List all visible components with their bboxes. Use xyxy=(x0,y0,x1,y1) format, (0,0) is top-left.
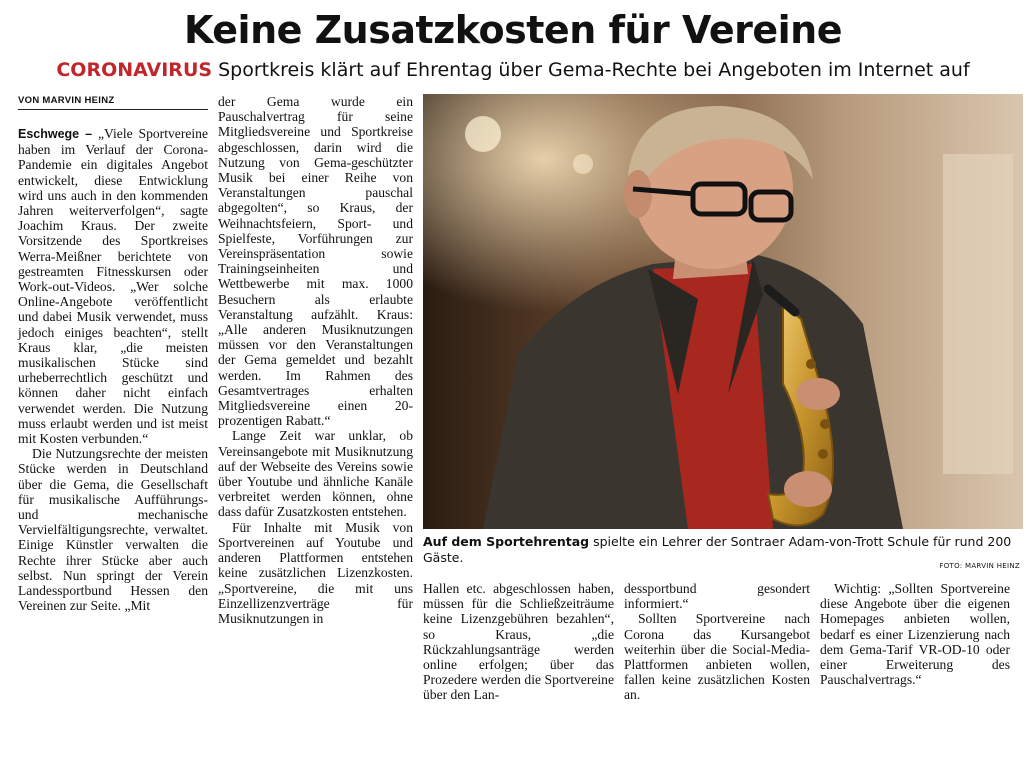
paragraph-text: „Viele Sportvereine haben im Verlauf der Corona-Pandemie ein digitales Angebot entwickelt, diese Entwicklung wird uns auch in den kommenden Jahren weiterverfolgen“, sagte Joachim Kraus. Der zweite Vorsitzende des Sportkreises Werra-Meißner berichtete von gestreamten Fitnesskursen oder Work-out-Videos. „Wer solche Online-Angebote veröffentlicht und dabei Musik verwendet, muss jedoch einiges beachten“, stellt Kraus klar, „die meisten musikalischen Stücke sind urheberrechtlich geschützt und können daher nicht einfach verwendet werden. Die Nutzung muss erlaubt werden und ist meist mit Kosten verbunden.“ xyxy=(18,126,208,447)
subheadline xyxy=(0,56,1026,84)
caption-text: spielte ein Lehrer der Sontraer Adam-von-Trott Schule für rund 200 Gäste. xyxy=(423,534,1012,565)
headline: Keine Zusatzkosten für Vereine xyxy=(184,8,842,52)
paragraph: Lange Zeit war unklar, ob Vereinsangebote mit Musiknutzung auf der Webseite des Vereins sowie über Youtube und ähnliche Kanäle verbreitet werden können, ohne dass dafür Zusatzkosten entstehen. xyxy=(218,428,413,520)
saxophonist-photo xyxy=(423,94,1023,529)
text-column-5 xyxy=(820,581,1010,687)
byline: VON MARVIN HEINZ xyxy=(18,95,208,110)
text-column-3 xyxy=(423,581,614,703)
paragraph: Die Nutzungsrechte der meisten Stücke werden in Deutschland über die Gema, die Gesellschaft für musikalische Aufführungs- und mechanische Vervielfältigungsrechte, verwaltet. Einige Künstler verwalten die Rechte ihrer Stücke aber auch selbst. Nun springt der Verein Landessportbund Hessen den Vereinen zur Seite. „Mit xyxy=(18,446,208,614)
kicker: CORONAVIRUS xyxy=(56,59,213,81)
paragraph: der Gema wurde ein Pauschalvertrag für seine Mitgliedsvereine und Sportkreise abgeschlossen, darin wird die Nutzung von Gema-geschützter Musik bei einer Reihe von Veranstaltungen pauschal abgegolten“, so Kraus, der Weihnachtsfeiern, Sport- und Spielfeste, Vorführungen zur Vereinspräsentation sowie Trainingseinheiten und Wettbewerbe mit max. 1000 Besuchern als erlaubte Veranstaltung aufzählt. Kraus: „Alle anderen Musiknutzungen müssen vor den Veranstaltungen der Gema gemeldet und bezahlt werden. Im Rahmen des Gesamtvertrages erhalten Mitgliedsvereine einen 20-prozentigen Rabatt.“ xyxy=(218,94,413,429)
caption-lead: Auf dem Sportehrentag xyxy=(423,534,590,549)
photo-credit: FOTO: MARVIN HEINZ xyxy=(939,562,1020,570)
dateline-place: Eschwege – xyxy=(18,127,93,141)
text-column-2 xyxy=(218,94,413,626)
paragraph: Sollten Sportvereine nach Corona das Kursangebot weiterhin über die Social-Media-Plattformen anbieten wollen, fallen keine zusätzlichen Kosten an. xyxy=(624,611,810,703)
paragraph: Wichtig: „Sollten Sportvereine diese Angebote über die eigenen Homepages anbieten wollen, bedarf es einer Lizenzierung nach dem Gema-Tarif VR-OD-10 oder einer Erweiterung des Pauschalvertrags.“ xyxy=(820,581,1010,688)
text-column-1 xyxy=(18,126,208,614)
article-photo xyxy=(423,94,1023,529)
paragraph: Hallen etc. abgeschlossen haben, müssen für die Schließzeiträume keine Lizenzgebühren bezahlen“, so Kraus, „die Rückzahlungsanträge werden online erfolgen; über das Prozedere werden die Sportvereine über den Lan- xyxy=(423,581,614,703)
subheadline-text: Sportkreis klärt auf Ehrentag über Gema-Rechte bei Angeboten im Internet auf xyxy=(212,59,970,81)
paragraph: dessportbund gesondert informiert.“ xyxy=(624,581,810,612)
paragraph xyxy=(18,126,208,446)
text-column-4 xyxy=(624,581,810,703)
paragraph: Für Inhalte mit Musik von Sportvereinen auf Youtube und anderen Plattformen entstehen keine zusätzlichen Lizenzkosten. „Sportvereine, die mit uns Einzellizenzverträge für Musiknutzungen in xyxy=(218,519,413,626)
